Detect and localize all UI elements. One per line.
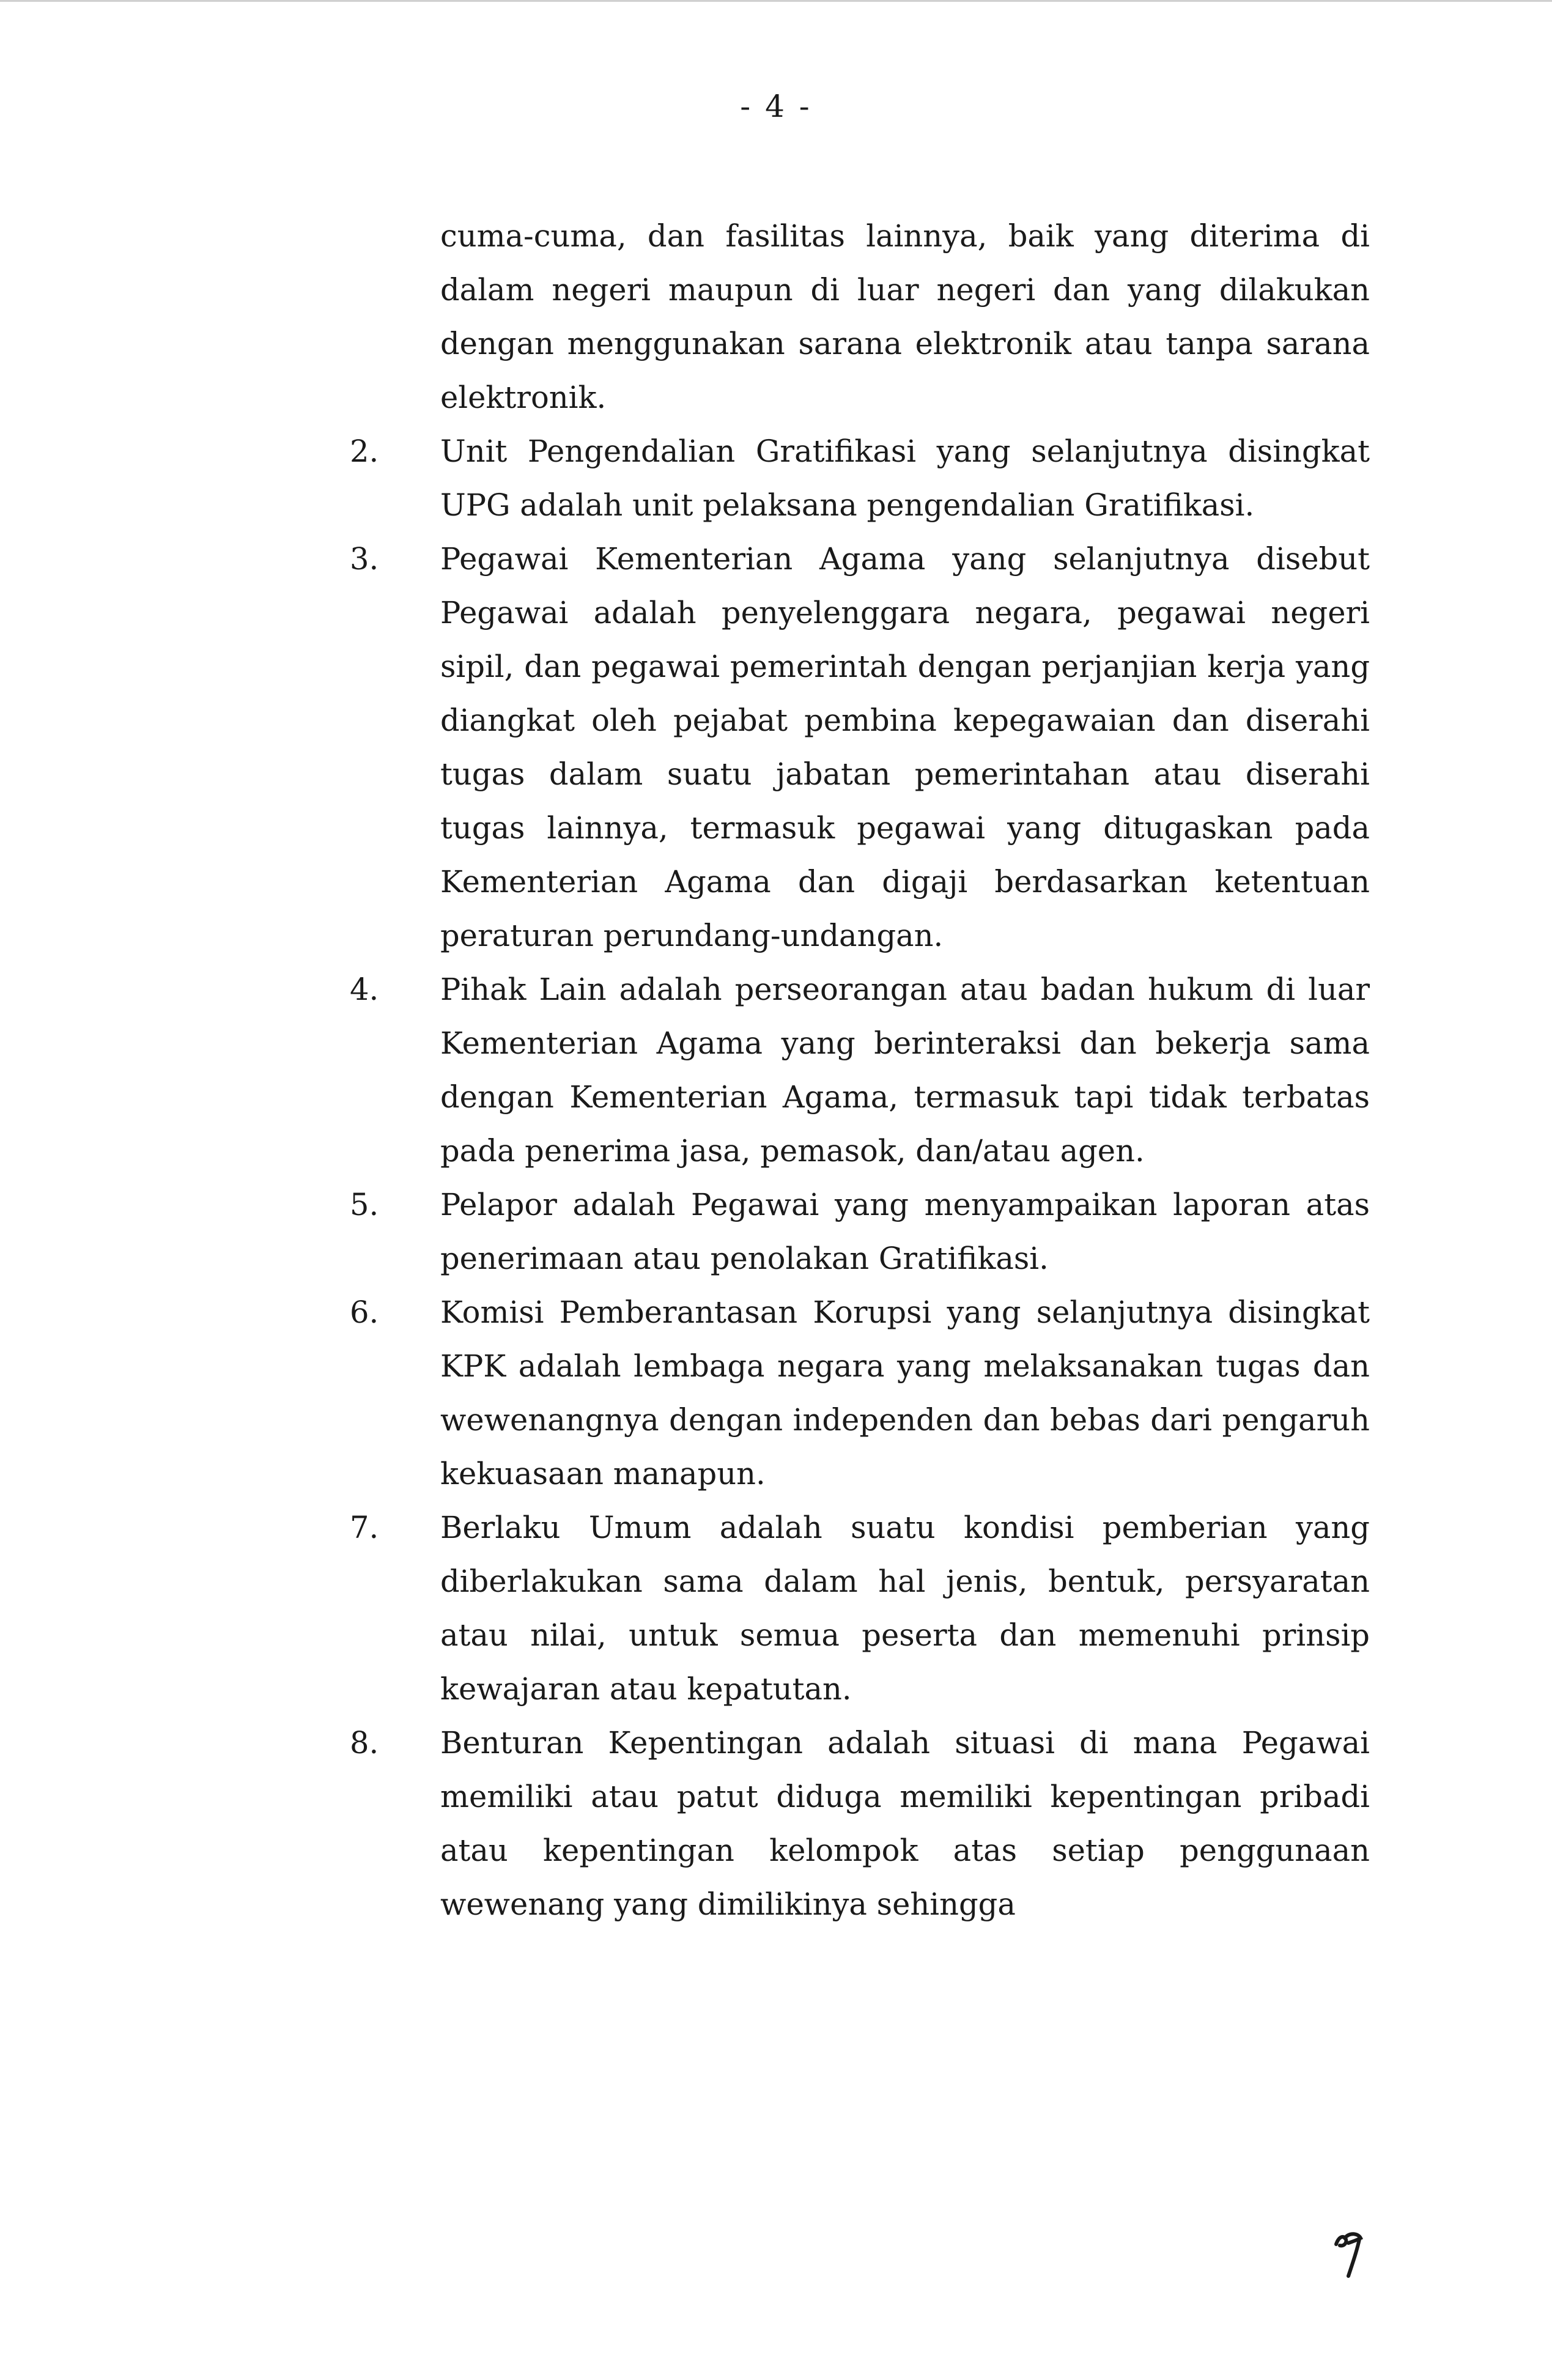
list-item [350,1178,1370,1285]
list-item-text: Pihak Lain adalah perseorangan atau badan hukum di luar Kementerian Agama yang berinteraksi dan bekerja sama dengan Kementerian Agama, termasuk tapi tidak terbatas pada penerima jasa, pemasok, dan/atau agen. [440,972,1370,1169]
list-item [350,1501,1370,1716]
list-item [350,963,1370,1178]
list-item [350,532,1370,963]
list-item-text: Unit Pengendalian Gratifikasi yang selanjutnya disingkat UPG adalah unit pelaksana pengendalian Gratifikasi. [440,434,1370,523]
page-number: - 4 - [740,89,812,124]
list-item-text: Pelapor adalah Pegawai yang menyampaikan laporan atas penerimaan atau penolakan Gratifikasi. [440,1187,1370,1276]
list-item-text: Pegawai Kementerian Agama yang selanjutnya disebut Pegawai adalah penyelenggara negara, pegawai negeri sipil, dan pegawai pemerintah dengan perjanjian kerja yang diangkat oleh pejabat pembina kepegawaian dan diserahi tugas dalam suatu jabatan pemerintahan atau diserahi tugas lainnya, termasuk pegawai yang ditugaskan pada Kementerian Agama dan digaji berdasarkan ketentuan peraturan perundang-undangan. [440,541,1370,953]
scan-edge-line [0,0,1552,2]
list-item [350,424,1370,532]
list-item-number: 2. [350,434,379,469]
list-item-number: 7. [350,1510,379,1545]
list-item-number: 4. [350,972,379,1007]
list-item [350,1716,1370,1931]
list-item-number: 3. [350,541,379,577]
list-item [350,1285,1370,1501]
list-item-number: 6. [350,1295,379,1330]
list-item-number: 5. [350,1187,379,1222]
list-item-number: 8. [350,1725,379,1761]
paraf-signature-icon [1330,2226,1367,2281]
continuation-paragraph: cuma-cuma, dan fasilitas lainnya, baik yang diterima di dalam negeri maupun di luar negeri dan yang dilakukan dengan menggunakan sarana elektronik atau tanpa sarana elektronik. [440,218,1370,415]
list-item-text: Berlaku Umum adalah suatu kondisi pemberian yang diberlakukan sama dalam hal jenis, bentuk, persyaratan atau nilai, untuk semua peserta dan memenuhi prinsip kewajaran atau kepatutan. [440,1510,1370,1707]
list-item-text: Komisi Pemberantasan Korupsi yang selanjutnya disingkat KPK adalah lembaga negara yang melaksanakan tugas dan wewenangnya dengan independen dan bebas dari pengaruh kekuasaan manapun. [440,1295,1370,1491]
list-item-text: Benturan Kepentingan adalah situasi di mana Pegawai memiliki atau patut diduga memiliki kepentingan pribadi atau kepentingan kelompok atas setiap penggunaan wewenang yang dimilikinya sehingga [440,1725,1370,1922]
document-body [350,209,1370,1931]
